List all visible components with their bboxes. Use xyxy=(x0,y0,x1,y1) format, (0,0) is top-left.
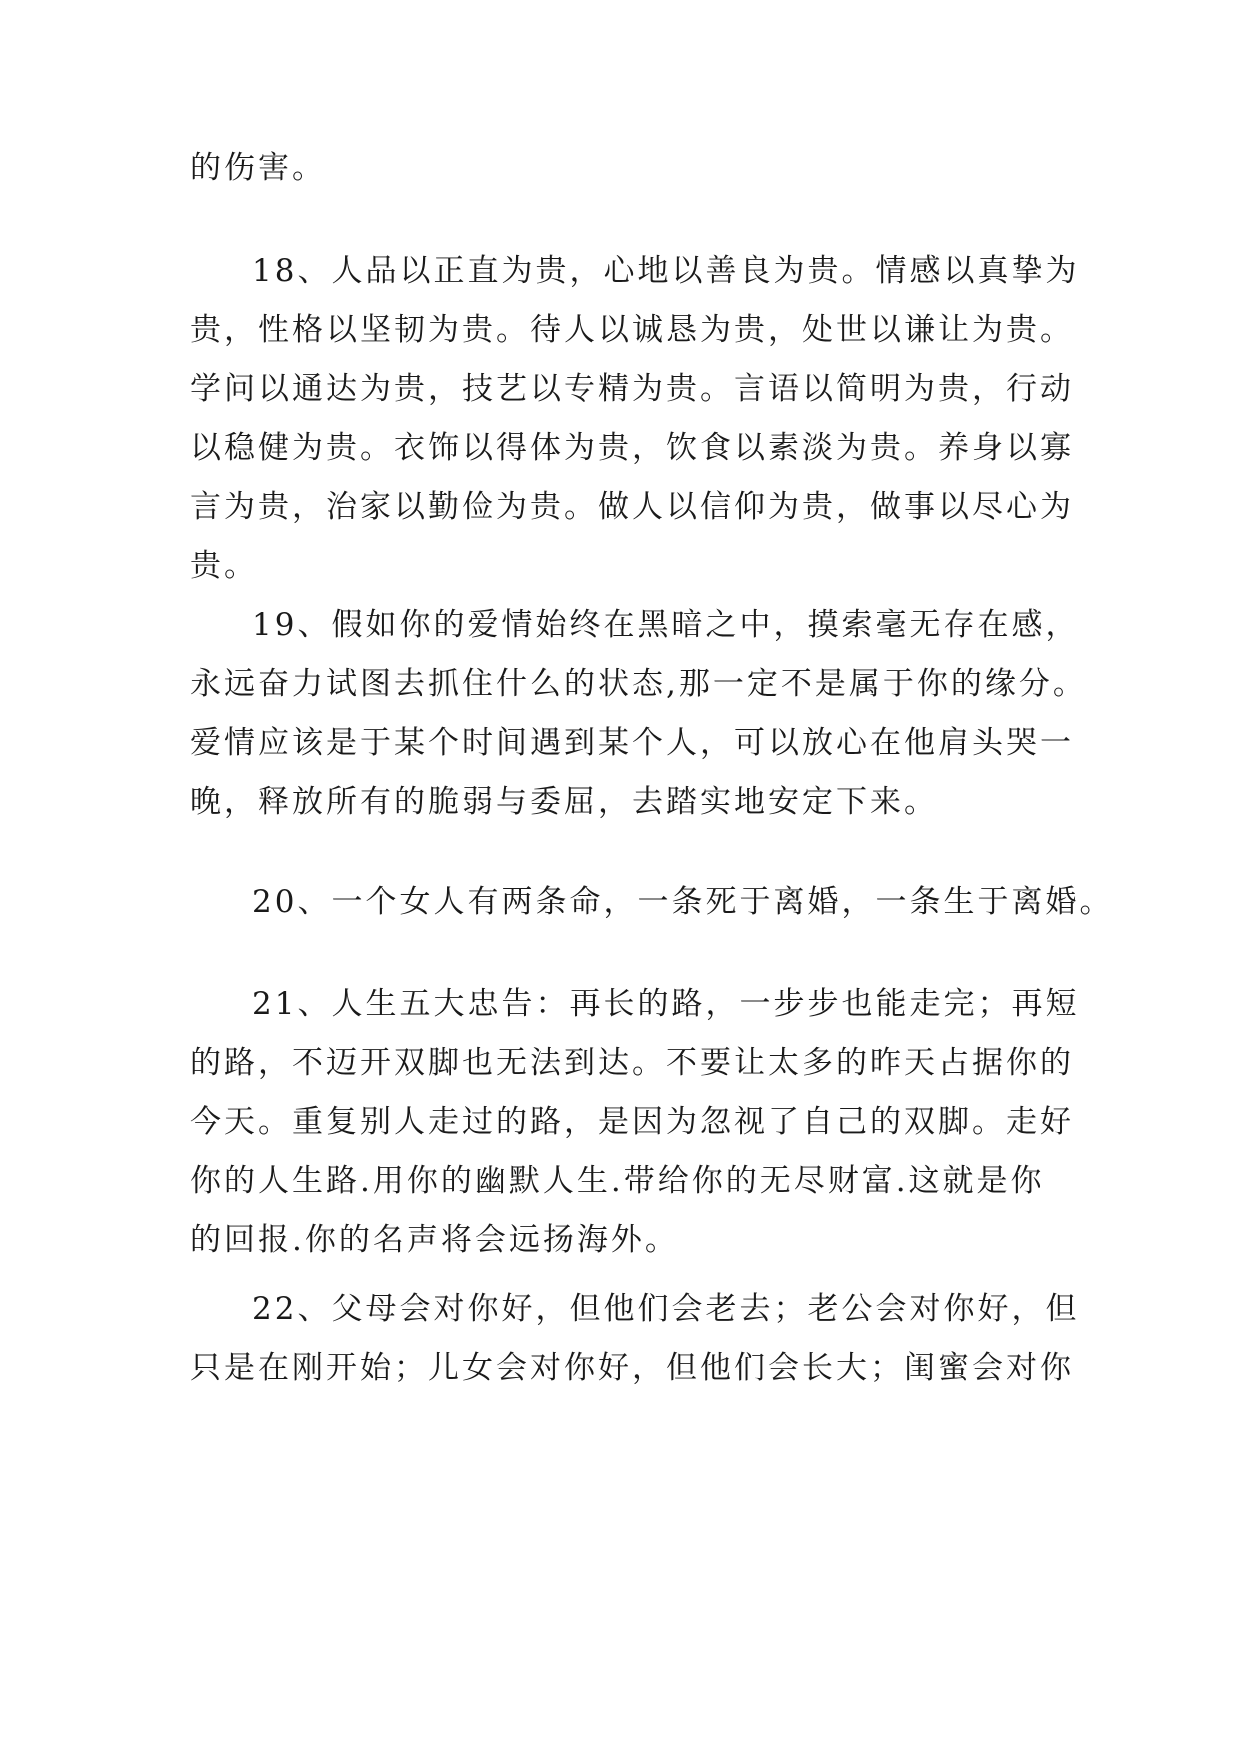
text-line: 今天。重复别人走过的路，是因为忽视了自己的双脚。走好 xyxy=(190,1104,1074,1140)
text-line: 永远奋力试图去抓住什么的状态,那一定不是属于你的缘分。 xyxy=(190,666,1087,702)
text-line: 19、假如你的爱情始终在黑暗之中，摸索毫无存在感， xyxy=(252,607,1080,643)
text-line: 学问以通达为贵，技艺以专精为贵。言语以简明为贵，行动 xyxy=(190,371,1074,407)
text-line: 21、人生五大忠告：再长的路，一步步也能走完；再短 xyxy=(252,986,1080,1022)
text-line: 贵。 xyxy=(190,548,258,584)
text-line: 你的人生路.用你的幽默人生.带给你的无尽财富.这就是你 xyxy=(190,1163,1045,1199)
text-line: 贵，性格以坚韧为贵。待人以诚恳为贵，处世以谦让为贵。 xyxy=(190,312,1074,348)
text-line: 以稳健为贵。衣饰以得体为贵，饮食以素淡为贵。养身以寡 xyxy=(190,430,1074,466)
text-line: 22、父母会对你好，但他们会老去；老公会对你好，但 xyxy=(252,1291,1080,1327)
text-line: 的回报.你的名声将会远扬海外。 xyxy=(190,1222,679,1258)
text-line: 的路，不迈开双脚也无法到达。不要让太多的昨天占据你的 xyxy=(190,1045,1074,1081)
text-line: 的伤害。 xyxy=(190,150,326,186)
text-line: 爱情应该是于某个时间遇到某个人，可以放心在他肩头哭一 xyxy=(190,725,1074,761)
text-line: 言为贵，治家以勤俭为贵。做人以信仰为贵，做事以尽心为 xyxy=(190,489,1074,525)
paragraph-18 xyxy=(190,242,1080,596)
paragraph-20 xyxy=(190,873,1114,932)
paragraph-22 xyxy=(190,1280,1080,1398)
paragraph-19 xyxy=(190,596,1087,832)
text-line: 18、人品以正直为贵，心地以善良为贵。情感以真挚为 xyxy=(252,253,1080,289)
text-line: 只是在刚开始；儿女会对你好，但他们会长大；闺蜜会对你 xyxy=(190,1350,1074,1386)
text-line: 晚，释放所有的脆弱与委屈，去踏实地安定下来。 xyxy=(190,784,938,820)
text-line: 20、一个女人有两条命，一条死于离婚，一条生于离婚。 xyxy=(252,884,1114,920)
paragraph-continuation xyxy=(190,139,1070,198)
paragraph-21 xyxy=(190,975,1080,1270)
